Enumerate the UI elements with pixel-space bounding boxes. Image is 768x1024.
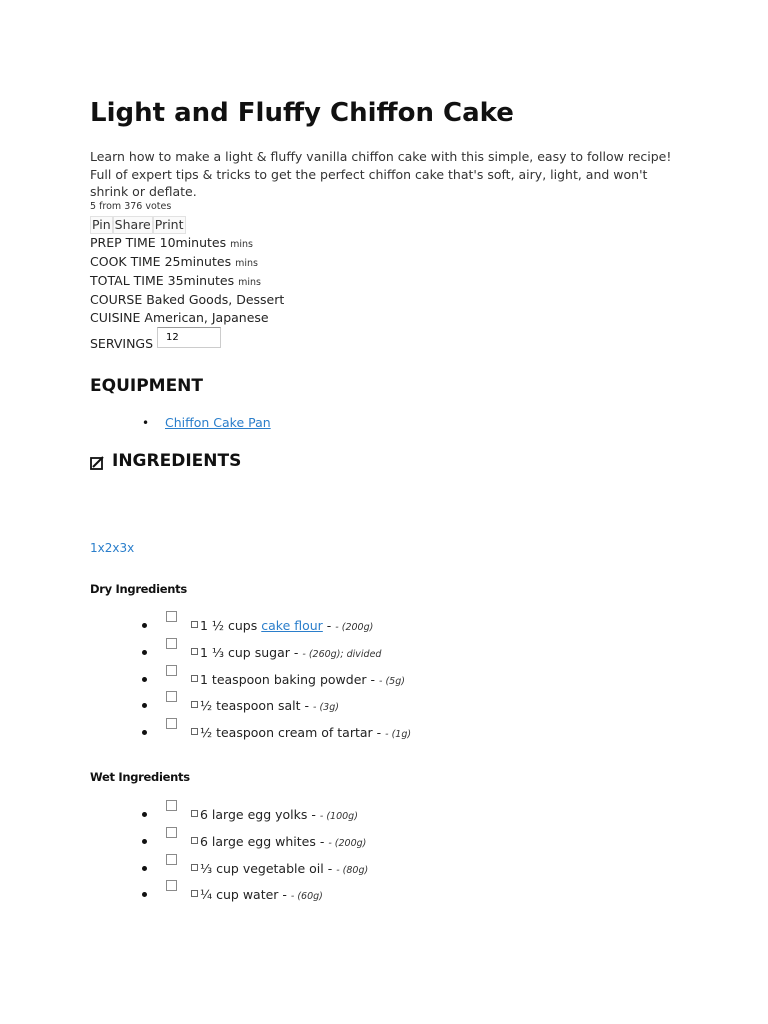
small-square-icon [191,621,198,628]
ingredient-name: egg yolks [247,806,308,822]
equipment-item [90,415,680,431]
ingredient-item [90,854,680,881]
bullet-icon [142,703,147,708]
bullet-icon [142,866,147,871]
ingredient-separator: - [372,725,386,741]
ingredient-amount: 1 ⅓ cup [200,644,251,660]
cook-time-label: COOK TIME [90,253,161,269]
total-time-label: TOTAL TIME [90,273,164,289]
prep-time-value: 10minutes [159,234,227,250]
ingredient-note: - (200g) [328,837,367,849]
small-square-icon [191,648,198,655]
multiplier-2x[interactable]: 2x [104,540,120,555]
ingredient-item [90,611,680,638]
checkbox-checked-icon [90,454,104,468]
recipe-actions [90,216,680,234]
ingredient-group-title: Wet Ingredients [90,769,190,784]
multiplier-3x[interactable]: 3x [119,540,135,555]
prep-time-label: PREP TIME [90,234,156,250]
ingredient-text [191,672,405,690]
ingredient-separator: - [300,698,314,714]
ingredient-checkbox[interactable] [166,665,177,676]
ingredient-note: - (200g) [335,621,374,633]
servings-input[interactable] [157,327,221,348]
ingredient-amount: 1 ½ cups [200,617,258,633]
bullet-icon [142,730,147,735]
small-square-icon [191,837,198,844]
ingredient-separator: - [289,644,303,660]
ingredient-text [191,887,323,905]
ingredient-name: egg whites [247,833,316,849]
ingredient-checkbox[interactable] [166,611,177,622]
bullet-icon [142,650,147,655]
bullet-icon [142,839,147,844]
total-time-row [90,272,680,291]
ingredient-note: - (100g) [319,810,358,822]
cook-time-unit: mins [235,257,258,269]
ingredient-note: - (1g) [385,729,412,741]
ingredient-note: - (3g) [313,702,339,714]
equipment-list [90,415,680,431]
pin-button[interactable]: Pin [92,216,111,232]
ingredient-separator: - [278,887,291,903]
rating-text: 5 from 376 votes [90,200,172,212]
ingredient-amount: ½ teaspoon [200,698,275,714]
ingredient-item [90,827,680,854]
small-square-icon [191,864,198,871]
ingredient-name: vegetable oil [242,860,324,876]
bullet-icon [142,812,147,817]
total-time-value: 35minutes [167,273,235,289]
ingredient-item [90,665,680,692]
ingredient-amount: 1 teaspoon [200,671,270,687]
course-label: COURSE [90,292,143,308]
cuisine-row [90,309,680,326]
cook-time-row [90,253,680,272]
ingredient-separator: - [322,617,336,633]
recipe-multiplier [90,540,680,556]
ingredient-name: water [242,887,279,903]
ingredients-heading-label: INGREDIENTS [112,450,242,471]
recipe-title: Light and Fluffy Chiffon Cake [90,98,514,128]
ingredient-item [90,718,680,745]
ingredient-amount: ½ teaspoon [200,725,275,741]
ingredient-note: - (5g) [379,675,405,687]
ingredient-text [191,861,368,879]
recipe-card [90,96,680,907]
ingredient-checkbox[interactable] [166,880,177,891]
ingredient-separator: - [366,671,380,687]
ingredient-name: cream of tartar [278,725,373,741]
recipe-meta [90,234,680,326]
bullet-icon [142,892,147,897]
ingredient-name: sugar [254,644,290,660]
small-square-icon [191,675,198,682]
servings-row [90,327,680,352]
ingredient-checkbox[interactable] [166,638,177,649]
ingredient-list-dry [90,611,680,745]
ingredients-heading [90,450,680,472]
bullet-icon: • [142,415,150,430]
ingredient-note: - (80g) [336,864,369,876]
ingredient-separator: - [315,833,329,849]
course-row [90,291,680,308]
small-square-icon [191,728,198,735]
multiplier-1x[interactable]: 1x [90,540,105,555]
ingredient-amount: ⅓ cup [200,860,239,876]
ingredient-text [191,645,381,663]
cook-time-value: 25minutes [164,253,232,269]
ingredient-text [191,807,358,825]
ingredient-group-title: Dry Ingredients [90,581,187,596]
prep-time-row [90,234,680,253]
ingredient-separator: - [323,860,337,876]
equipment-heading: EQUIPMENT [90,375,204,396]
ingredient-amount: 6 large [200,806,244,822]
bullet-icon [142,677,147,682]
cuisine-label: CUISINE [90,309,141,325]
ingredient-list-wet [90,800,680,907]
bullet-icon [142,623,147,628]
equipment-link-chiffon-cake-pan[interactable]: Chiffon Cake Pan [165,414,271,430]
print-button[interactable]: Print [154,216,184,232]
ingredient-name: baking powder [273,671,367,687]
ingredient-item [90,880,680,907]
ingredient-note: - (260g); divided [302,648,382,660]
ingredient-item [90,691,680,718]
ingredient-item [90,800,680,827]
course-value: Baked Goods, Dessert [146,292,285,308]
ingredient-text [191,618,373,636]
cuisine-value: American, Japanese [144,309,269,325]
small-square-icon [191,701,198,708]
ingredient-separator: - [307,806,320,822]
ingredient-amount: 6 large [200,833,244,849]
ingredient-checkbox[interactable] [166,718,177,729]
ingredient-amount: ¼ cup [200,887,239,903]
ingredient-checkbox[interactable] [166,800,177,811]
ingredient-text [191,725,411,743]
share-button[interactable]: Share [114,216,151,232]
servings-label: SERVINGS [90,335,154,351]
ingredient-link[interactable]: cake flour [261,617,323,633]
recipe-summary: Learn how to make a light & fluffy vanilla chiffon cake with this simple, easy to follow recipe! Full of expert tips & tricks to get the perfect chiffon cake that's soft, airy, light, and won't shrink or deflate. [90,149,672,199]
prep-time-unit: mins [230,238,253,250]
total-time-unit: mins [238,277,261,289]
ingredient-name: salt [278,698,301,714]
ingredient-note: - (60g) [290,891,323,903]
ingredient-item [90,638,680,665]
ingredient-text [191,698,339,716]
small-square-icon [191,890,198,897]
ingredient-checkbox[interactable] [166,854,177,865]
ingredient-checkbox[interactable] [166,827,177,838]
small-square-icon [191,810,198,817]
ingredient-text [191,834,366,852]
ingredient-checkbox[interactable] [166,691,177,702]
